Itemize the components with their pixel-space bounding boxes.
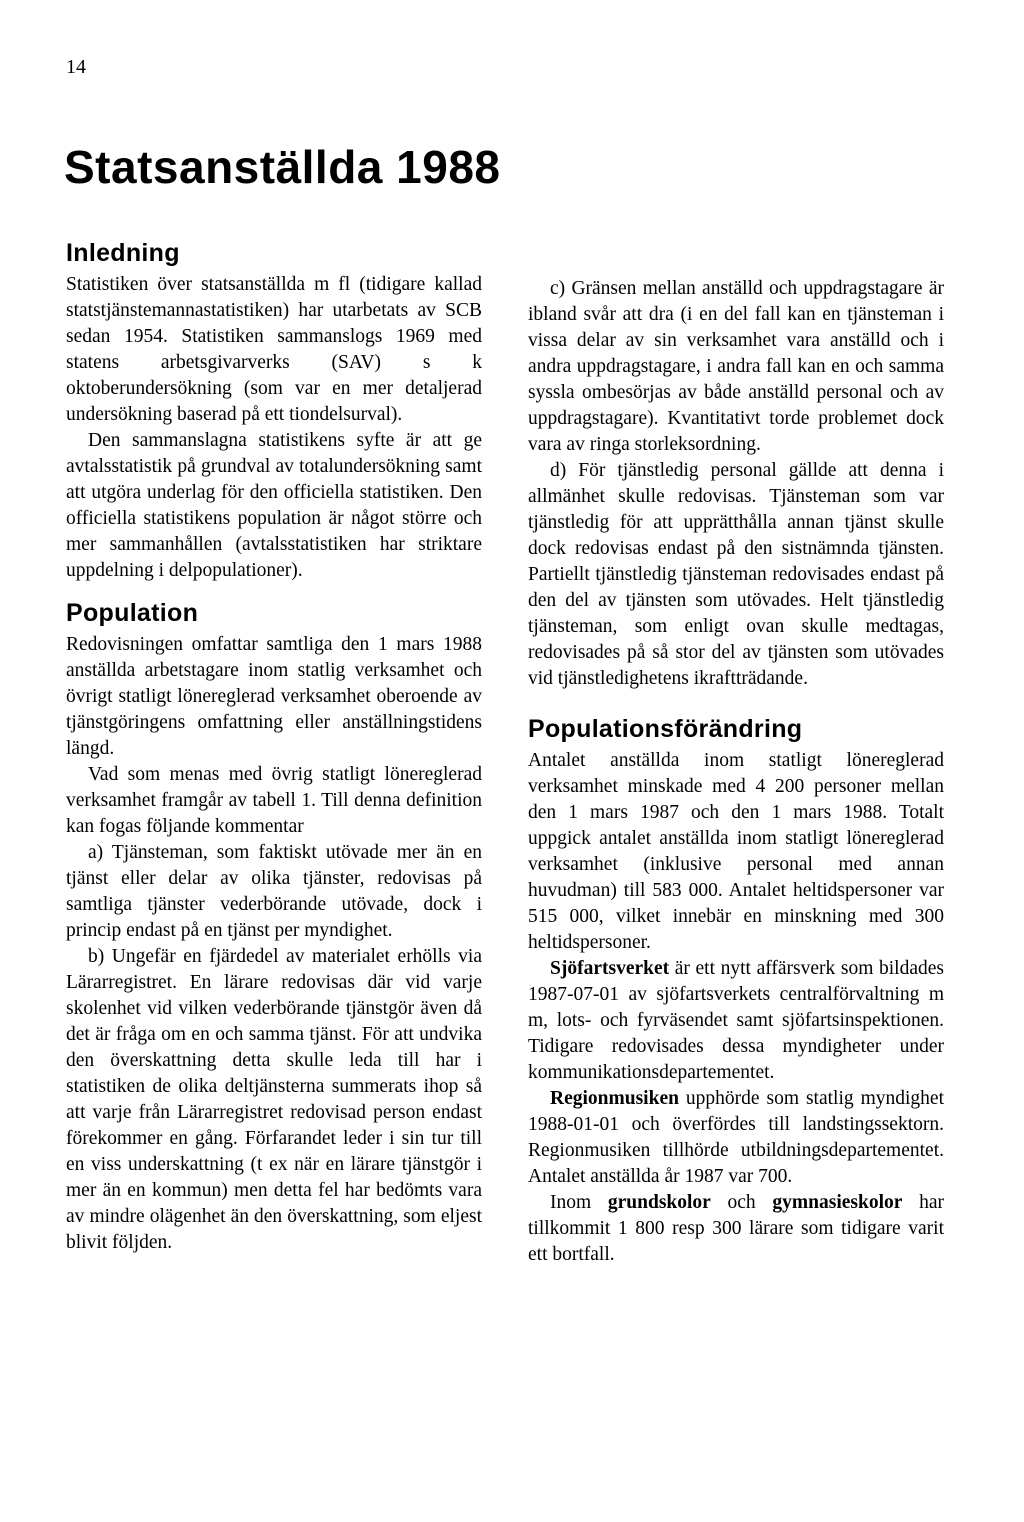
paragraph: Antalet anställda inom statligt lönereglerad verksamhet minskade med 4 200 personer mellan den 1 mars 1987 och den 1 mars 1988. Totalt uppgick antalet anställda inom statligt lönereglerad verksamhet (inklusive personal med annan huvudman) till 583 000. Antalet heltidspersoner var 515 000, vilket innebär en minskning med 300 heltidspersoner. (528, 750, 944, 953)
page-title: Statsanställda 1988 (64, 141, 501, 193)
keyword-sjofartsverket: Sjöfartsverket (550, 958, 670, 979)
paragraph: Statistiken över statsanställda m fl (tidigare kallad statstjänstemannastatistiken) har utarbetats av SCB sedan 1954. Statistiken sammanslogs 1969 med statens arbetsgivarverks (SAV) s k oktoberundersökning (som var en mer detaljerad undersökning baserad på ett tiondelsurval). (66, 274, 482, 425)
left-column (66, 238, 482, 1256)
keyword-grundskolor: grundskolor (607, 1192, 711, 1213)
paragraph-regionmusiken (528, 1086, 944, 1190)
list-item-a: a) Tjänsteman, som faktiskt utövade mer än en tjänst eller delar av olika tjänster, redovisas på samtliga tjänster vederbörande utövade, dock i princip endast på en tjänst per myndighet. (66, 842, 482, 941)
list-item-c: c) Gränsen mellan anställd och uppdragstagare är ibland svår att dra (i en del fall kan en tjänsteman i vissa delar av sin verksamhet vara anställd och i andra uppdragstagare, i andra fall kan en och samma syssla ombesörjas av både anställd personal och av uppdragstagare). Kvantitativt torde problemet dock vara av ringa storleksordning. (528, 278, 944, 455)
paragraph-text: och (710, 1192, 773, 1213)
paragraph: Vad som menas med övrig statligt lönereglerad verksamhet framgår av tabell 1. Till denna definition kan fogas följande kommentar (66, 764, 482, 837)
page-number: 14 (66, 56, 86, 78)
keyword-gymnasieskolor: gymnasieskolor (772, 1192, 903, 1213)
paragraph: Den sammanslagna statistikens syfte är att ge avtalsstatistik på grundval av totalundersökning samt att utgöra underlag för den officiella statistiken. Den officiella statistikens population är något större och mer sammanhållen (avtalsstatistiken har striktare uppdelning i delpopulationer). (66, 430, 482, 581)
paragraph: Redovisningen omfattar samtliga den 1 mars 1988 anställda arbetstagare inom statlig verksamhet och övrigt statligt lönereglerad verksamhet oberoende av tjänstgöringens omfattning eller anställningstidens längd. (66, 634, 482, 759)
right-column (528, 276, 944, 1268)
keyword-regionmusiken: Regionmusiken (550, 1088, 679, 1109)
heading-population: Population (66, 599, 199, 627)
paragraph-sjofartsverket (528, 956, 944, 1086)
list-item-b: b) Ungefär en fjärdedel av materialet erhölls via Lärarregistret. En lärare redovisas där vid varje skolenhet vid vilken vederbörande tjänstgör även då det är fråga om en och samma tjänst. För att undvika den överskattning detta skulle leda till har i statistiken de olika deltjänsterna summerats ihop så att varje från Lärarregistret redovisad person endast förekommer en gång. Förfarandet leder i sin tur till en viss underskattning (t ex när en lärare tjänstgör i mer än en kommun) men detta fel har bedömts vara av mindre olägenhet än den överskattning, som eljest blivit följden. (66, 946, 482, 1253)
paragraph-text: har tillkommit 1 800 resp 300 lärare som tidigare varit ett bortfall. (528, 1192, 945, 1265)
paragraph-skolor (528, 1190, 944, 1268)
list-item-d: d) För tjänstledig personal gällde att denna i allmänhet skulle redovisas. Tjänsteman som var tjänstledig för att upprätthålla annan tjänst skulle dock redovisas endast på den sistnämnda tjänsten. Partiellt tjänstledig tjänsteman redovisades endast på den del av tjänsten som utövades. Helt tjänstledig tjänsteman, som enligt ovan skulle medtagas, redovisades på så stor del av tjänsten som utövades vid tjänstledighetens ikraftträdande. (528, 460, 944, 689)
paragraph-text: Inom (550, 1192, 608, 1213)
heading-inledning: Inledning (66, 239, 180, 267)
paragraph-text: upphörde som statlig myndighet 1988-01-01 och överfördes till landstingssektorn. Regionmusiken tillhörde utbildningsdepartementet. Antalet anställda år 1987 var 700. (528, 1088, 944, 1187)
heading-populationsforandring: Populationsförändring (528, 715, 803, 743)
paragraph-text: är ett nytt affärsverk som bildades 1987-07-01 av sjöfartsverkets centralförvaltning m m, lots- och fyrväsendet samt sjöfartsinspektionen. Tidigare redovisades dessa myndigheter under kommunikationsdepartementet. (528, 958, 944, 1083)
